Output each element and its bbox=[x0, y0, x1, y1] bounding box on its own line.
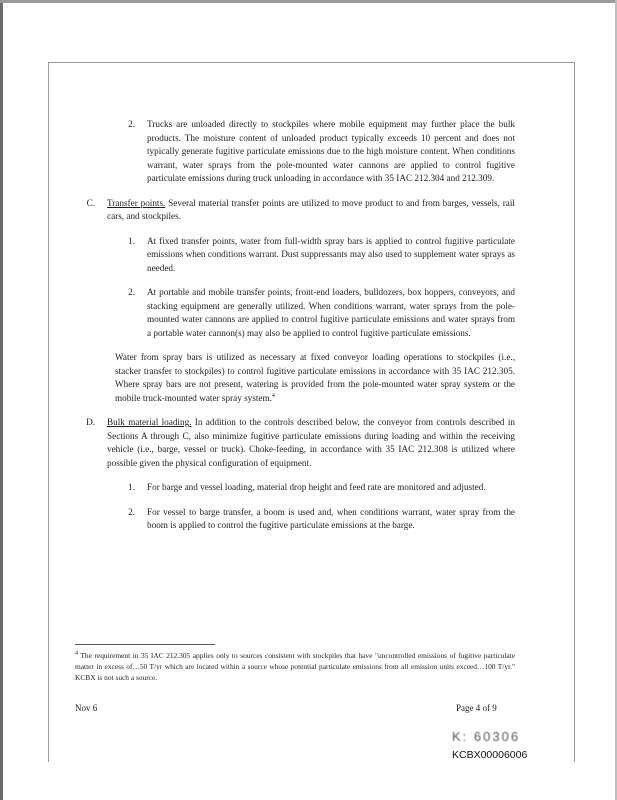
list-item-d2 bbox=[115, 506, 515, 533]
footnote-divider bbox=[75, 644, 215, 645]
section-d bbox=[75, 416, 515, 470]
section-heading: Transfer points. bbox=[107, 197, 166, 208]
footer-date: Nov 6 bbox=[75, 703, 98, 713]
item-text: For barge and vessel loading, material drop height and feed rate are monitored and adjusted. bbox=[147, 482, 486, 492]
item-number: 2. bbox=[128, 287, 135, 297]
item-number: 2. bbox=[128, 506, 135, 517]
list-item-c1 bbox=[115, 235, 515, 276]
paragraph-spray-bars bbox=[115, 351, 515, 405]
item-text: At portable and mobile transfer points, front-end loaders, bulldozers, box hoppers, conveyors, and stacking equipment are generally utilized. When conditions warrant, water sprays from the pole-mounted water cannons are applied to control fugitive particulate emissions and water sprays from a portable water cannon(s) may also be applied to control fugitive particulate emissions. bbox=[147, 287, 515, 338]
bates-stamp: K: 60306 bbox=[452, 729, 521, 744]
page-number: Page 4 of 9 bbox=[456, 703, 497, 713]
bates-number: KCBX00006006 bbox=[452, 749, 528, 761]
item-number: 1. bbox=[128, 235, 135, 246]
section-letter: D. bbox=[86, 417, 95, 427]
list-item-d1 bbox=[115, 481, 515, 495]
footnote-mark: 4 bbox=[75, 650, 78, 657]
item-text: For vessel to barge transfer, a boom is used and, when conditions warrant, water spray from the boom is applied to control the fugitive particulate emissions at the barge. bbox=[147, 506, 515, 530]
page-frame-right bbox=[574, 62, 575, 762]
page-frame-top bbox=[48, 62, 574, 63]
item-text: At fixed transfer points, water from full-width spray bars is applied to control fugitive particulate emissions when conditions warrant. Dust suppressants may also used to supplement water sprays as needed. bbox=[147, 235, 515, 273]
list-item-c2 bbox=[115, 286, 515, 340]
section-body: Several material transfer points are utilized to move product to and from barges, vessels, rail cars, and stockpiles. bbox=[107, 197, 515, 221]
footnote-reference: 4 bbox=[271, 392, 275, 399]
section-body: In addition to the controls described below, the conveyor from controls described in Sections A through C, also minimize fugitive particulate emissions during loading and within the receiving vehicle (i.e., barge, vessel or truck). Choke-feeding, in accordance with 35 IAC 212.308 is utilized where possible given the physical configuration of equipment. bbox=[107, 417, 515, 468]
section-text bbox=[107, 416, 515, 470]
page-frame-left bbox=[48, 62, 49, 762]
footnote bbox=[75, 650, 515, 683]
scan-edge-left bbox=[0, 0, 3, 800]
document-body bbox=[75, 118, 515, 533]
section-heading: Bulk material loading. bbox=[107, 417, 192, 427]
section-c bbox=[75, 197, 515, 224]
section-text bbox=[107, 197, 515, 224]
item-number: 1. bbox=[128, 482, 135, 492]
section-letter: C. bbox=[86, 197, 95, 208]
paragraph-text: Water from spray bars is utilized as necessary at fixed conveyor loading operations to stockpiles (i.e., stacker transfer to stockpiles) to control fugitive particulate emissions in accordance with 35 IAC 212.305. Where spray bars are not present, watering is provided from the pole-mounted water spray system or the mobile truck-mounted water spray system. bbox=[115, 352, 515, 403]
list-item-b2 bbox=[115, 118, 515, 186]
item-number: 2. bbox=[128, 119, 135, 129]
footnote-text: The requirement in 35 IAC 212.305 applies only to sources consistent with stockpiles that have "uncontrolled emissions of fugitive particulate matter in excess of…50 T/yr which are located within a source whose potential particulate emissions from all emission units exceed…100 T/yr." KCBX is not such a source. bbox=[75, 651, 515, 682]
scan-edge-top bbox=[0, 0, 617, 3]
item-text: Trucks are unloaded directly to stockpiles where mobile equipment may further place the bulk products. The moisture content of unloaded product typically exceeds 10 percent and does not typically generate fugitive particulate emissions due to the high moisture content. When conditions warrant, water sprays from the pole-mounted water cannons are applied to control fugitive particulate emissions during truck unloading in accordance with 35 IAC 212.304 and 212.309. bbox=[147, 119, 515, 183]
